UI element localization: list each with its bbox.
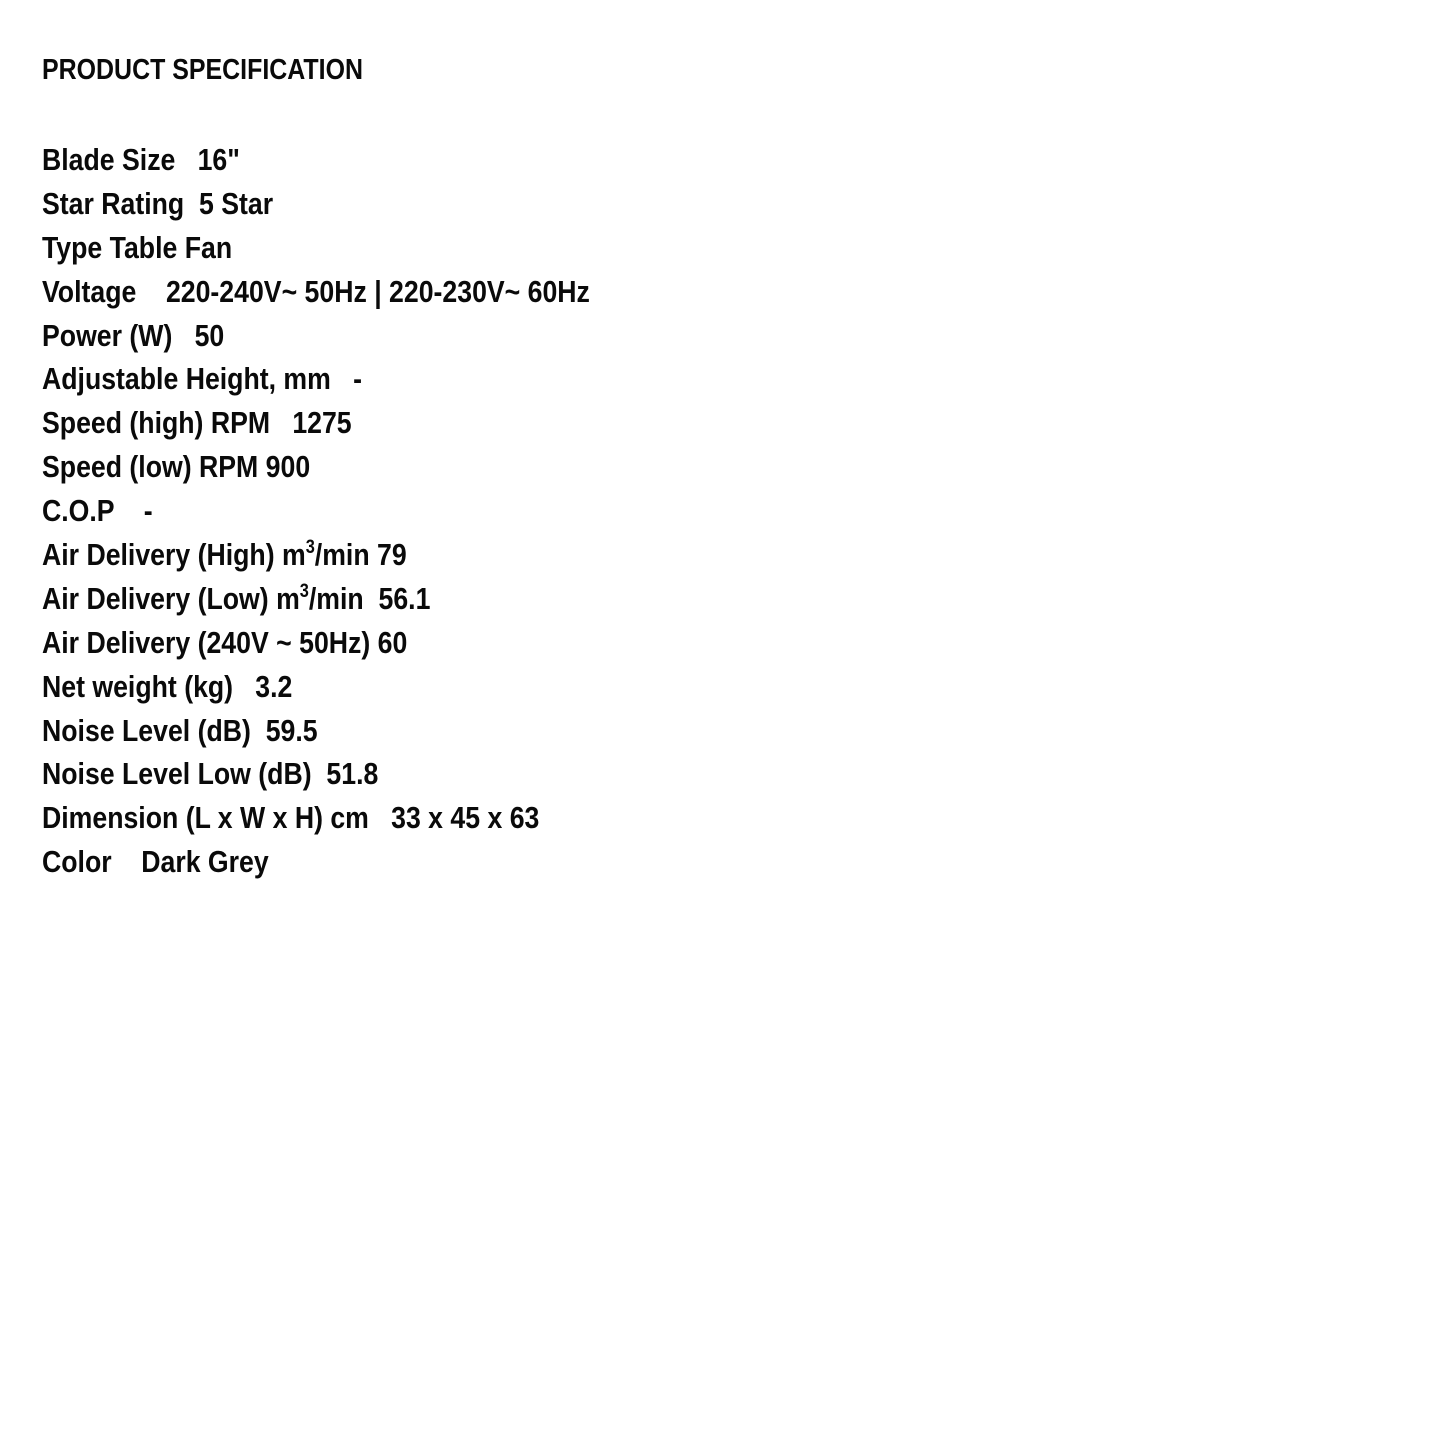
spec-label: Speed (high) RPM (42, 405, 271, 441)
superscript-three: 3 (305, 537, 315, 559)
spec-value: 16" (197, 142, 240, 177)
spec-row-adjustable-height (42, 357, 1208, 401)
spec-label: Type (42, 229, 103, 265)
spec-value: 56.1 (378, 580, 431, 616)
spec-row-speed-high (42, 401, 1208, 445)
spec-row-air-delivery-low (42, 577, 1208, 621)
spec-value: 60 (377, 624, 408, 660)
spec-gap (370, 537, 377, 572)
spec-gap (112, 844, 142, 879)
spec-gap (184, 186, 199, 221)
spec-row-noise-level-low (42, 752, 1208, 796)
spec-label (42, 537, 370, 572)
spec-value: 900 (265, 449, 311, 485)
spec-row-speed-low (42, 445, 1208, 489)
spec-label: Color (42, 844, 112, 880)
spec-label: Blade Size (42, 142, 176, 177)
spec-value: 220-240V~ 50Hz | 220-230V~ 60Hz (165, 273, 590, 309)
spec-label: Power (W) (42, 317, 173, 353)
spec-label (42, 581, 364, 616)
spec-row-blade-size (42, 138, 1208, 182)
spec-value: 79 (377, 537, 407, 573)
spec-label-unit: /min (308, 580, 364, 616)
spec-row-star-rating (42, 182, 1208, 226)
spec-label-unit: /min (314, 537, 370, 573)
spec-list (42, 138, 1398, 884)
spec-row-color (42, 840, 1208, 884)
spec-row-air-delivery-240v (42, 621, 1208, 665)
spec-row-type (42, 226, 1208, 270)
spec-label: Speed (low) RPM (42, 449, 259, 485)
spec-gap (258, 449, 265, 484)
spec-gap (312, 756, 327, 791)
spec-gap (270, 405, 292, 440)
spec-label: Voltage (42, 273, 137, 309)
spec-value: 33 x 45 x 63 (391, 800, 540, 836)
superscript-three: 3 (299, 580, 309, 602)
spec-value: Dark Grey (141, 844, 269, 880)
spec-gap (233, 669, 255, 704)
spec-value: 3.2 (255, 668, 293, 704)
spec-gap (369, 800, 391, 835)
spec-label-text: Air Delivery (High) m (42, 537, 306, 573)
spec-row-power (42, 314, 1208, 358)
spec-row-dimension (42, 796, 1208, 840)
spec-value: Table Fan (109, 229, 233, 265)
spec-label: Noise Level (dB) (42, 712, 251, 748)
spec-gap (102, 230, 109, 265)
spec-label-text: Air Delivery (Low) m (42, 580, 300, 616)
spec-label: Adjustable Height, mm (42, 361, 331, 397)
spec-gap (331, 361, 353, 396)
spec-value: - (353, 361, 362, 397)
spec-value: 51.8 (326, 756, 379, 792)
spec-gap (114, 493, 144, 528)
spec-row-net-weight (42, 665, 1208, 709)
spec-gap (172, 318, 194, 353)
spec-label: C.O.P (42, 493, 115, 529)
spec-row-cop (42, 489, 1208, 533)
spec-value: 5 Star (199, 185, 274, 221)
spec-label: Star Rating (42, 185, 185, 221)
spec-gap (175, 142, 197, 177)
spec-document (42, 50, 1398, 884)
spec-label: Air Delivery (240V ~ 50Hz) (42, 624, 371, 660)
spec-label: Dimension (L x W x H) cm (42, 800, 369, 836)
page-title: PRODUCT SPECIFICATION (42, 54, 363, 86)
spec-label: Net weight (kg) (42, 668, 234, 704)
spec-value: 50 (194, 317, 225, 353)
spec-value: - (143, 493, 153, 529)
spec-value: 59.5 (265, 712, 318, 748)
spec-row-voltage (42, 270, 1208, 314)
spec-gap (364, 581, 379, 616)
spec-gap (136, 274, 166, 309)
spec-label: Noise Level Low (dB) (42, 756, 312, 792)
spec-row-noise-level (42, 709, 1208, 753)
spec-row-air-delivery-high (42, 533, 1208, 577)
spec-value: 1275 (292, 405, 352, 441)
spec-gap (251, 713, 266, 748)
